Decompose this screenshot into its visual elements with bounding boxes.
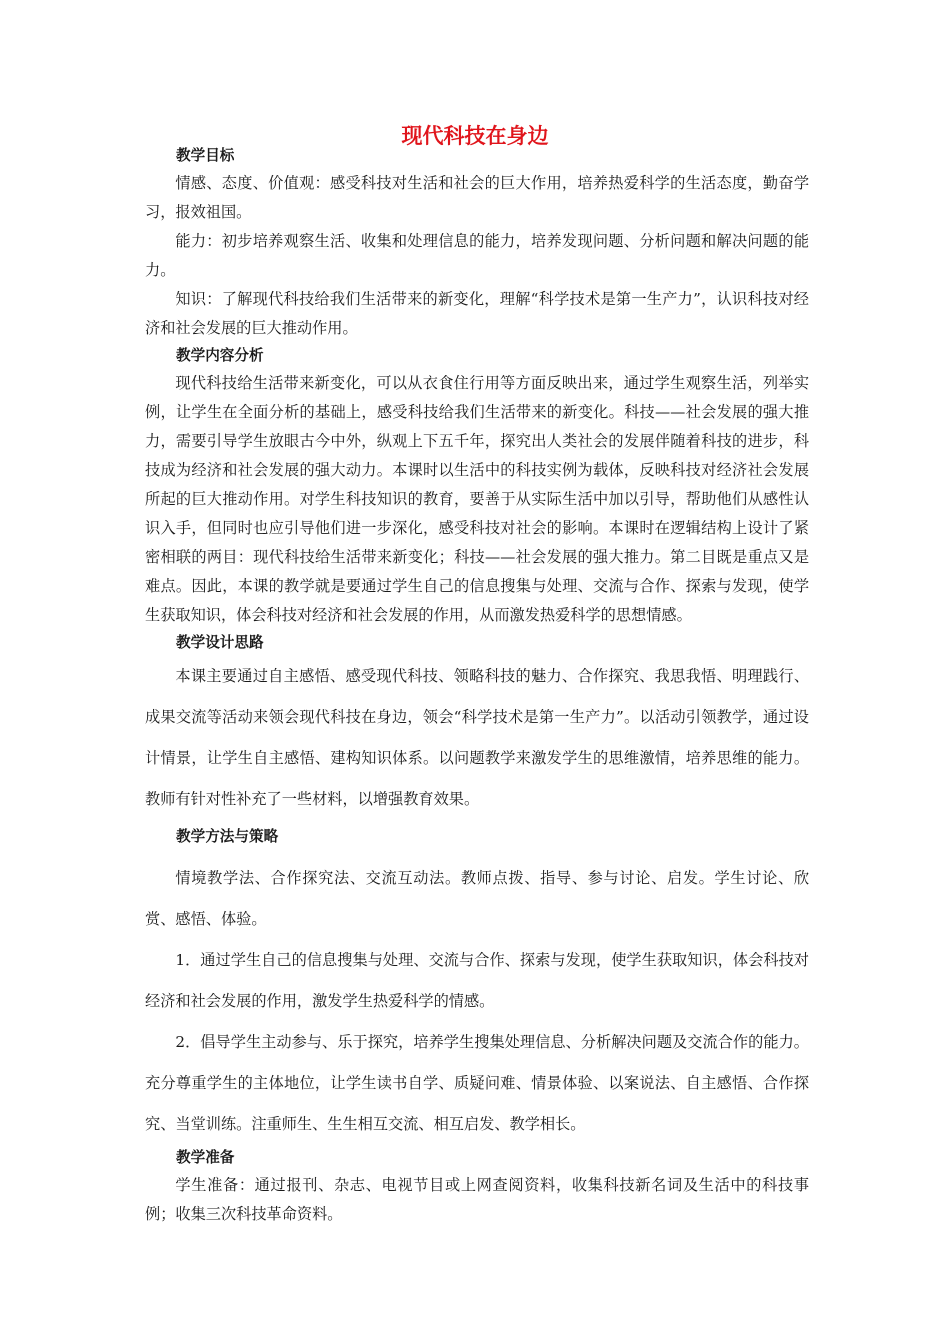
- section-preparation: [145, 1145, 809, 1229]
- paragraph: 学生准备：通过报刊、杂志、电视节目或上网查阅资料，收集科技新名词及生活中的科技事例；收集三次科技革命资料。: [145, 1176, 809, 1223]
- numbered-paragraph: 1．通过学生自己的信息搜集与处理、交流与合作、探索与发现，使学生获取知识，体会科技对经济和社会发展的作用，激发学生热爱科学的情感。: [145, 951, 809, 1010]
- section-heading: 教学设计思路: [176, 634, 264, 651]
- paragraph: 情感、态度、价值观：感受科技对生活和社会的巨大作用，培养热爱科学的生活态度，勤奋学习，报效祖国。: [145, 174, 809, 221]
- section-design-approach: [145, 630, 809, 820]
- section-heading: 教学内容分析: [176, 347, 264, 364]
- document-body: [145, 143, 809, 1229]
- section-methods-strategies: [145, 824, 809, 1145]
- paragraph: 情境教学法、合作探究法、交流互动法。教师点拨、指导、参与讨论、启发。学生讨论、欣赏、感悟、体验。: [145, 869, 809, 928]
- section-content-analysis: [145, 343, 809, 630]
- section-teaching-goals: [145, 143, 809, 343]
- numbered-paragraph: 2．倡导学生主动参与、乐于探究，培养学生搜集处理信息、分析解决问题及交流合作的能力。充分尊重学生的主体地位，让学生读书自学、质疑问难、情景体验、以案说法、自主感悟、合作探究、当堂训练。注重师生、生生相互交流、相互启发、教学相长。: [145, 1033, 809, 1133]
- section-heading: 教学目标: [176, 147, 235, 164]
- section-heading: 教学准备: [176, 1149, 235, 1166]
- paragraph: 知识：了解现代科技给我们生活带来的新变化，理解“科学技术是第一生产力”，认识科技对经济和社会发展的巨大推动作用。: [145, 290, 809, 337]
- section-heading: 教学方法与策略: [176, 828, 279, 845]
- paragraph: 能力：初步培养观察生活、收集和处理信息的能力，培养发现问题、分析问题和解决问题的能力。: [145, 232, 809, 279]
- document-title: 现代科技在身边: [401, 124, 549, 148]
- paragraph: 本课主要通过自主感悟、感受现代科技、领略科技的魅力、合作探究、我思我悟、明理践行、成果交流等活动来领会现代科技在身边，领会“科学技术是第一生产力”。以活动引领教学，通过设计情景，让学生自主感悟、建构知识体系。以问题教学来激发学生的思维激情，培养思维的能力。教师有针对性补充了一些材料，以增强教育效果。: [145, 667, 809, 808]
- paragraph: 现代科技给生活带来新变化，可以从衣食住行用等方面反映出来，通过学生观察生活，列举实例，让学生在全面分析的基础上，感受科技给我们生活带来的新变化。科技——社会发展的强大推力，需要引导学生放眼古今中外，纵观上下五千年，探究出人类社会的发展伴随着科技的进步，科技成为经济和社会发展的强大动力。本课时以生活中的科技实例为载体，反映科技对经济社会发展所起的巨大推动作用。对学生科技知识的教育，要善于从实际生活中加以引导，帮助他们从感性认识入手，但同时也应引导他们进一步深化，感受科技对社会的影响。本课时在逻辑结构上设计了紧密相联的两目：现代科技给生活带来新变化；科技——社会发展的强大推力。第二目既是重点又是难点。因此，本课的教学就是要通过学生自己的信息搜集与处理、交流与合作、探索与发现，使学生获取知识，体会科技对经济和社会发展的作用，从而激发热爱科学的思想情感。: [145, 374, 809, 624]
